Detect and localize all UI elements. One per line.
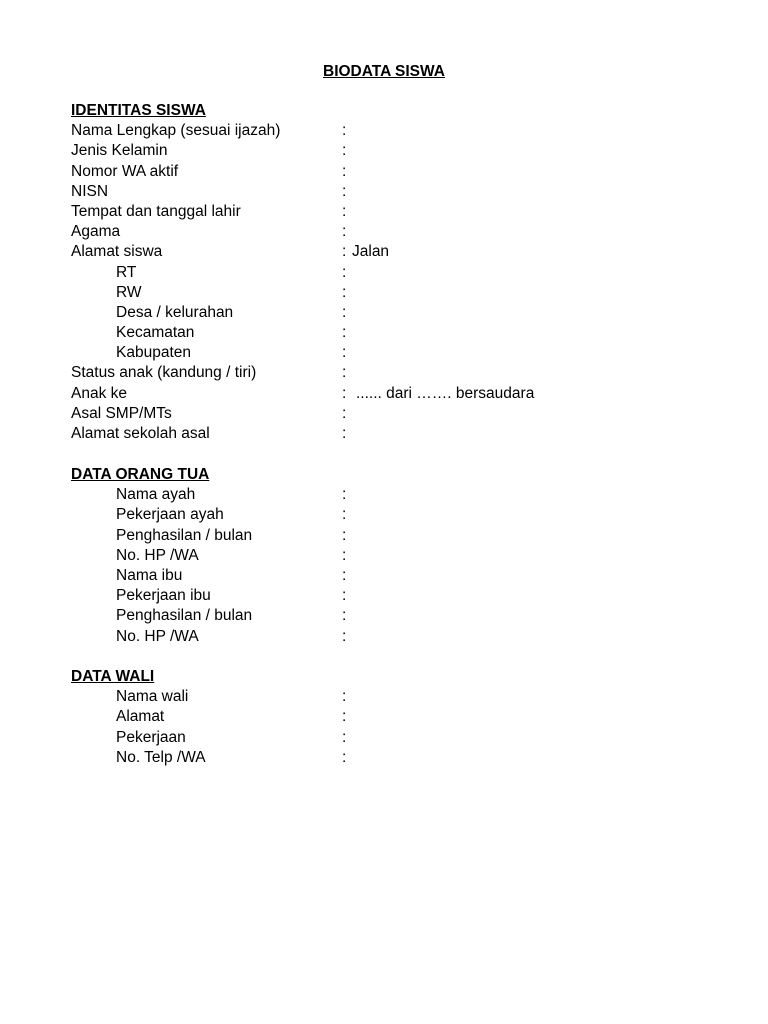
field-colon: : bbox=[342, 506, 347, 524]
section-data-wali bbox=[71, 667, 691, 768]
field-colon: : bbox=[342, 587, 347, 605]
field-row-nomor-wa bbox=[71, 162, 691, 182]
field-colon: : bbox=[342, 182, 347, 200]
field-label: Status anak (kandung / tiri) bbox=[71, 364, 257, 382]
field-row-nisn bbox=[71, 182, 691, 202]
field-label: Alamat siswa bbox=[71, 243, 163, 261]
field-colon: : bbox=[342, 162, 347, 180]
field-label: Pekerjaan ibu bbox=[116, 587, 211, 605]
field-colon: : bbox=[342, 486, 347, 504]
field-label: No. Telp /WA bbox=[116, 748, 206, 766]
field-value[interactable]: Jalan bbox=[352, 243, 390, 261]
field-row-penghasilan-ayah bbox=[71, 526, 691, 546]
field-label: Desa / kelurahan bbox=[116, 303, 234, 321]
field-colon: : bbox=[342, 142, 347, 160]
field-label: Penghasilan / bulan bbox=[116, 526, 253, 544]
field-colon: : bbox=[342, 526, 347, 544]
field-colon: : bbox=[342, 546, 347, 564]
field-label: Alamat sekolah asal bbox=[71, 425, 210, 442]
field-colon: : bbox=[342, 688, 347, 706]
field-row-desa-kelurahan bbox=[71, 303, 691, 323]
field-label: No. HP /WA bbox=[116, 546, 199, 564]
field-row-anak-ke bbox=[71, 384, 691, 404]
field-row-penghasilan-ibu bbox=[71, 606, 691, 626]
field-row-status-anak bbox=[71, 363, 691, 383]
field-row-rt bbox=[71, 263, 691, 283]
field-row-nama-lengkap bbox=[71, 121, 691, 141]
field-row-hp-ayah bbox=[71, 546, 691, 566]
field-label: RT bbox=[116, 263, 137, 281]
field-row-asal-smp bbox=[71, 404, 691, 424]
field-colon: : bbox=[342, 263, 347, 281]
field-label: Alamat bbox=[116, 708, 165, 726]
field-colon: : bbox=[342, 404, 347, 422]
field-colon: : bbox=[342, 607, 347, 625]
field-label: Nama Lengkap (sesuai ijazah) bbox=[71, 122, 281, 140]
field-label: Kabupaten bbox=[116, 344, 191, 362]
field-colon: : bbox=[342, 303, 347, 321]
field-colon: : bbox=[342, 384, 347, 402]
field-label: RW bbox=[116, 283, 142, 301]
field-colon: : bbox=[342, 283, 347, 301]
field-label: Jenis Kelamin bbox=[71, 142, 168, 160]
field-label: Anak ke bbox=[71, 384, 128, 402]
section-data-orang-tua bbox=[71, 465, 691, 647]
field-row-jenis-kelamin bbox=[71, 141, 691, 161]
field-row-hp-ibu bbox=[71, 627, 691, 647]
field-row-pekerjaan-ayah bbox=[71, 505, 691, 525]
field-value[interactable]: ...... dari ……. bersaudara bbox=[356, 384, 535, 402]
section-heading-orang-tua: DATA ORANG TUA bbox=[71, 466, 210, 483]
field-label: Penghasilan / bulan bbox=[116, 607, 253, 625]
field-colon: : bbox=[342, 708, 347, 726]
field-row-alamat-siswa bbox=[71, 242, 691, 262]
field-label: No. HP /WA bbox=[116, 627, 199, 645]
field-row-kabupaten bbox=[71, 343, 691, 363]
field-colon: : bbox=[342, 202, 347, 220]
field-label: Pekerjaan bbox=[116, 728, 186, 746]
field-row-pekerjaan-wali bbox=[71, 728, 691, 748]
field-row-telp-wali bbox=[71, 748, 691, 768]
field-label: Nomor WA aktif bbox=[71, 162, 179, 180]
field-colon: : bbox=[342, 122, 347, 140]
field-label: Kecamatan bbox=[116, 324, 195, 342]
document-title: BIODATA SISWA bbox=[323, 63, 445, 80]
field-label: Agama bbox=[71, 223, 121, 241]
field-label: Nama wali bbox=[116, 688, 189, 706]
field-row-agama bbox=[71, 222, 691, 242]
section-identitas-siswa bbox=[71, 101, 691, 444]
field-label: Pekerjaan ayah bbox=[116, 506, 224, 524]
field-row-alamat-sekolah-asal bbox=[71, 424, 691, 444]
field-colon: : bbox=[342, 243, 347, 261]
field-colon: : bbox=[342, 344, 347, 362]
field-label: Tempat dan tanggal lahir bbox=[71, 202, 241, 220]
field-colon: : bbox=[342, 223, 347, 241]
field-colon: : bbox=[342, 748, 347, 766]
field-row-alamat-wali bbox=[71, 707, 691, 727]
field-row-tempat-tanggal-lahir bbox=[71, 202, 691, 222]
field-label: Nama ayah bbox=[116, 486, 196, 504]
field-colon: : bbox=[342, 364, 347, 382]
field-label: Asal SMP/MTs bbox=[71, 404, 172, 422]
field-colon: : bbox=[342, 324, 347, 342]
field-colon: : bbox=[342, 627, 347, 645]
field-row-nama-wali bbox=[71, 687, 691, 707]
section-heading-wali: DATA WALI bbox=[71, 668, 155, 685]
field-colon: : bbox=[342, 566, 347, 584]
section-heading-identitas: IDENTITAS SISWA bbox=[71, 102, 206, 119]
field-row-nama-ayah bbox=[71, 485, 691, 505]
field-row-kecamatan bbox=[71, 323, 691, 343]
field-row-nama-ibu bbox=[71, 566, 691, 586]
field-colon: : bbox=[342, 728, 347, 746]
field-label: NISN bbox=[71, 182, 109, 200]
field-row-rw bbox=[71, 283, 691, 303]
field-label: Nama ibu bbox=[116, 566, 183, 584]
field-row-pekerjaan-ibu bbox=[71, 586, 691, 606]
field-colon: : bbox=[342, 425, 347, 442]
